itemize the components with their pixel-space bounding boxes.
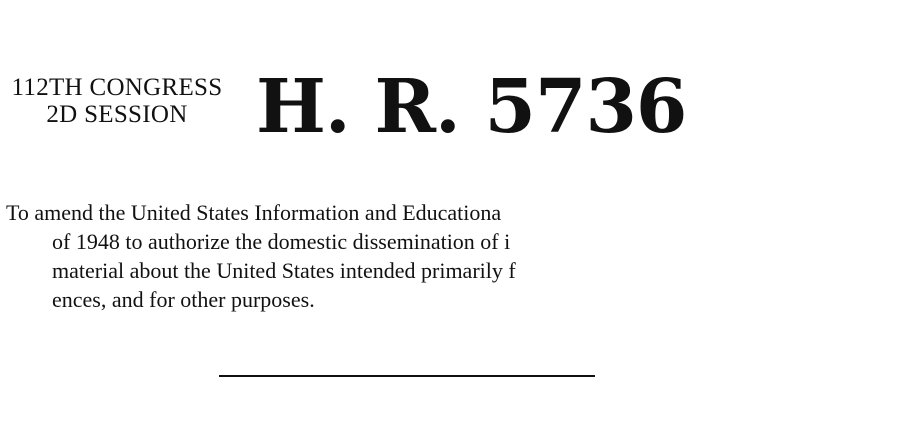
horizontal-rule [219, 375, 595, 377]
session-label: 2D SESSION [46, 101, 188, 128]
bill-number: H. R. 5736 [256, 64, 687, 150]
purpose-line-2: of 1948 to authorize the domestic dissemination of i [52, 229, 511, 254]
congress-label: 112TH CONGRESS [11, 74, 223, 101]
purpose-line-4: ences, and for other purposes. [52, 287, 315, 312]
congress-session-block [4, 74, 230, 128]
purpose-line-3: material about the United States intended primarily f [52, 258, 516, 283]
purpose-line-1: To amend the United States Information and Educationa [6, 200, 502, 225]
bill-purpose [6, 198, 906, 314]
